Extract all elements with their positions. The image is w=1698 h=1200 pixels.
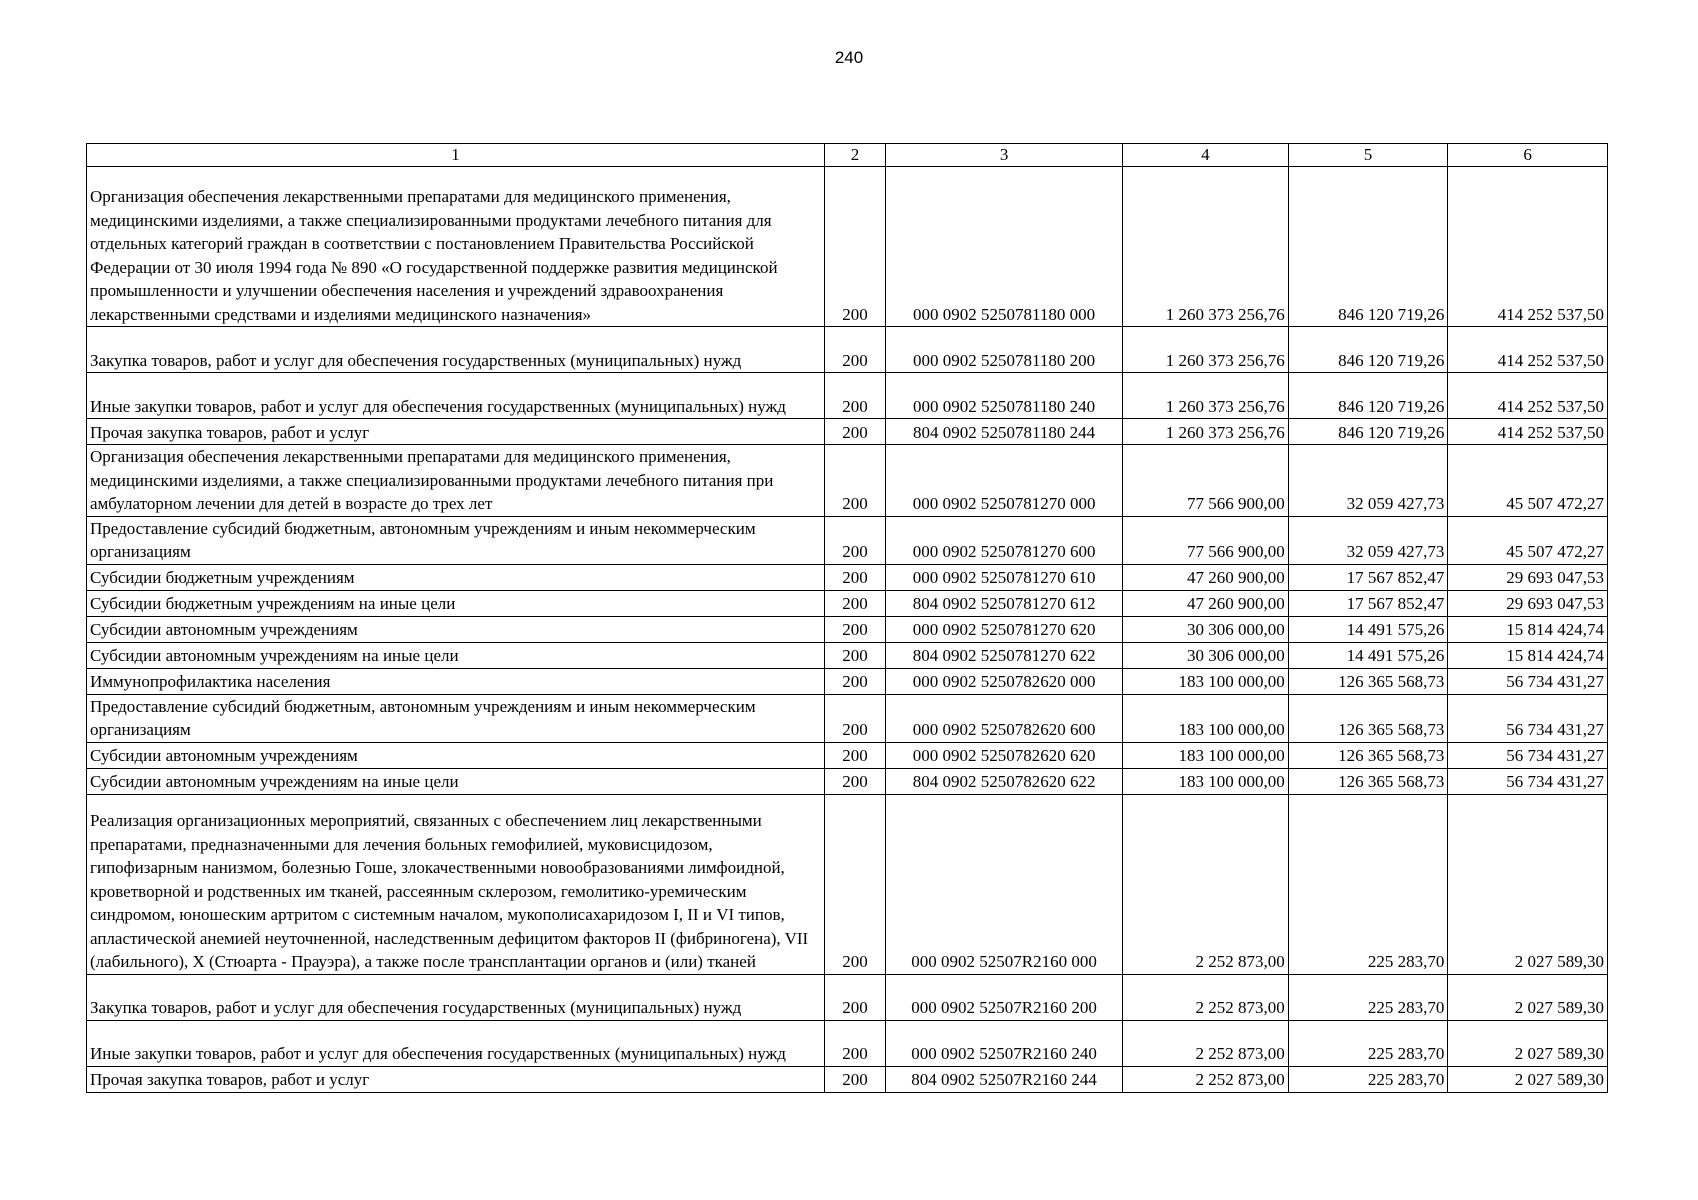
column-header-4: 4 [1123, 144, 1289, 167]
row-code-cell: 200 [824, 419, 885, 445]
row-column-6-value: 414 252 537,50 [1448, 373, 1608, 419]
row-budget-classification-cell: 000 0902 5250782620 600 [886, 694, 1123, 742]
row-column-5-value: 14 491 575,26 [1288, 616, 1448, 642]
row-name-cell: Реализация организационных мероприятий, связанных с обеспечением лиц лекарственными препаратами, предназначенными для лечения больных гемофилией, муковисцидозом, гипофизарным нанизмом, болезнью Гоше, злокачественными новообразованиями лимфоидной, кроветворной и родственных им тканей, рассеянным склерозом, гемолитико-уремическим синдромом, юношеским артритом с системным началом, мукополисахаридозом I, II и VI типов, апластической анемией неуточненной, наследственным дефицитом факторов II (фибриногена), VII (лабильного), X (Стюарта - Прауэра), а также после трансплантации органов и (или) тканей [87, 794, 825, 974]
row-code-cell: 200 [824, 590, 885, 616]
row-column-6-value: 2 027 589,30 [1448, 1066, 1608, 1092]
row-code-cell: 200 [824, 642, 885, 668]
row-budget-classification-cell: 804 0902 5250781270 622 [886, 642, 1123, 668]
row-budget-classification-cell: 000 0902 5250781270 000 [886, 445, 1123, 517]
row-code-cell: 200 [824, 564, 885, 590]
table-row [87, 668, 1608, 694]
row-column-4-value: 1 260 373 256,76 [1123, 373, 1289, 419]
row-budget-classification-cell: 000 0902 5250782620 000 [886, 668, 1123, 694]
page-number: 240 [834, 48, 864, 67]
row-column-4-value: 47 260 900,00 [1123, 564, 1289, 590]
row-code-cell: 200 [824, 616, 885, 642]
row-name-cell: Иные закупки товаров, работ и услуг для обеспечения государственных (муниципальных) нужд [87, 373, 825, 419]
row-column-5-value: 225 283,70 [1288, 794, 1448, 974]
row-column-4-value: 183 100 000,00 [1123, 768, 1289, 794]
row-budget-classification-cell: 000 0902 52507R2160 200 [886, 974, 1123, 1020]
row-column-5-value: 126 365 568,73 [1288, 694, 1448, 742]
row-budget-classification-cell: 000 0902 5250781270 620 [886, 616, 1123, 642]
row-code-cell: 200 [824, 516, 885, 564]
row-column-4-value: 1 260 373 256,76 [1123, 167, 1289, 327]
row-column-6-value: 15 814 424,74 [1448, 642, 1608, 668]
row-name-cell: Иммунопрофилактика населения [87, 668, 825, 694]
row-column-5-value: 225 283,70 [1288, 974, 1448, 1020]
table-row [87, 419, 1608, 445]
row-code-cell: 200 [824, 167, 885, 327]
row-column-5-value: 846 120 719,26 [1288, 167, 1448, 327]
row-column-6-value: 15 814 424,74 [1448, 616, 1608, 642]
row-code-cell: 200 [824, 1020, 885, 1066]
table-row [87, 373, 1608, 419]
row-name-cell: Закупка товаров, работ и услуг для обеспечения государственных (муниципальных) нужд [87, 327, 825, 373]
row-column-4-value: 183 100 000,00 [1123, 694, 1289, 742]
row-name-cell: Организация обеспечения лекарственными препаратами для медицинского применения, медицинскими изделиями, а также специализированными продуктами лечебного питания для отдельных категорий граждан в соответствии с постановлением Правительства Российской Федерации от 30 июля 1994 года № 890 «О государственной поддержке развития медицинской промышленности и улучшении обеспечения населения и учреждений здравоохранения лекарственными средствами и изделиями медицинского назначения» [87, 167, 825, 327]
row-column-6-value: 56 734 431,27 [1448, 742, 1608, 768]
row-column-4-value: 183 100 000,00 [1123, 668, 1289, 694]
row-budget-classification-cell: 804 0902 5250782620 622 [886, 768, 1123, 794]
row-column-4-value: 77 566 900,00 [1123, 516, 1289, 564]
row-column-6-value: 56 734 431,27 [1448, 668, 1608, 694]
row-budget-classification-cell: 000 0902 5250782620 620 [886, 742, 1123, 768]
row-column-4-value: 1 260 373 256,76 [1123, 327, 1289, 373]
row-column-6-value: 56 734 431,27 [1448, 768, 1608, 794]
row-code-cell: 200 [824, 794, 885, 974]
row-budget-classification-cell: 000 0902 5250781180 200 [886, 327, 1123, 373]
row-budget-classification-cell: 000 0902 5250781180 240 [886, 373, 1123, 419]
row-column-5-value: 32 059 427,73 [1288, 516, 1448, 564]
row-code-cell: 200 [824, 694, 885, 742]
row-column-6-value: 45 507 472,27 [1448, 445, 1608, 517]
row-column-4-value: 183 100 000,00 [1123, 742, 1289, 768]
row-column-6-value: 2 027 589,30 [1448, 1020, 1608, 1066]
row-column-6-value: 56 734 431,27 [1448, 694, 1608, 742]
row-name-cell: Прочая закупка товаров, работ и услуг [87, 1066, 825, 1092]
row-column-5-value: 846 120 719,26 [1288, 373, 1448, 419]
row-code-cell: 200 [824, 445, 885, 517]
table-row [87, 768, 1608, 794]
row-name-cell: Прочая закупка товаров, работ и услуг [87, 419, 825, 445]
row-column-4-value: 2 252 873,00 [1123, 1020, 1289, 1066]
column-header-3: 3 [886, 144, 1123, 167]
row-code-cell: 200 [824, 768, 885, 794]
row-budget-classification-cell: 804 0902 5250781180 244 [886, 419, 1123, 445]
row-column-4-value: 30 306 000,00 [1123, 616, 1289, 642]
table-row [87, 167, 1608, 327]
column-header-6: 6 [1448, 144, 1608, 167]
row-column-4-value: 2 252 873,00 [1123, 974, 1289, 1020]
row-name-cell: Субсидии автономным учреждениям на иные цели [87, 642, 825, 668]
table-row [87, 516, 1608, 564]
row-column-6-value: 29 693 047,53 [1448, 590, 1608, 616]
row-budget-classification-cell: 804 0902 5250781270 612 [886, 590, 1123, 616]
row-name-cell: Предоставление субсидий бюджетным, автономным учреждениям и иным некоммерческим организациям [87, 516, 825, 564]
row-budget-classification-cell: 000 0902 52507R2160 240 [886, 1020, 1123, 1066]
row-column-5-value: 225 283,70 [1288, 1066, 1448, 1092]
row-budget-classification-cell: 000 0902 52507R2160 000 [886, 794, 1123, 974]
table-body [87, 167, 1608, 1093]
row-name-cell: Субсидии бюджетным учреждениям на иные цели [87, 590, 825, 616]
budget-table [86, 143, 1608, 1093]
row-column-4-value: 77 566 900,00 [1123, 445, 1289, 517]
row-name-cell: Организация обеспечения лекарственными препаратами для медицинского применения, медицинскими изделиями, а также специализированными продуктами лечебного питания при амбулаторном лечении для детей в возрасте до трех лет [87, 445, 825, 517]
row-column-6-value: 414 252 537,50 [1448, 167, 1608, 327]
row-budget-classification-cell: 000 0902 5250781180 000 [886, 167, 1123, 327]
row-code-cell: 200 [824, 668, 885, 694]
row-name-cell: Предоставление субсидий бюджетным, автономным учреждениям и иным некоммерческим организациям [87, 694, 825, 742]
row-column-6-value: 45 507 472,27 [1448, 516, 1608, 564]
column-header-row [87, 144, 1608, 167]
table-row [87, 974, 1608, 1020]
row-column-5-value: 225 283,70 [1288, 1020, 1448, 1066]
row-column-5-value: 846 120 719,26 [1288, 419, 1448, 445]
row-column-4-value: 47 260 900,00 [1123, 590, 1289, 616]
row-name-cell: Закупка товаров, работ и услуг для обеспечения государственных (муниципальных) нужд [87, 974, 825, 1020]
row-name-cell: Иные закупки товаров, работ и услуг для обеспечения государственных (муниципальных) нужд [87, 1020, 825, 1066]
row-budget-classification-cell: 804 0902 52507R2160 244 [886, 1066, 1123, 1092]
column-header-1: 1 [87, 144, 825, 167]
row-column-6-value: 2 027 589,30 [1448, 974, 1608, 1020]
row-column-6-value: 2 027 589,30 [1448, 794, 1608, 974]
row-code-cell: 200 [824, 742, 885, 768]
table-row [87, 742, 1608, 768]
column-header-5: 5 [1288, 144, 1448, 167]
table-row [87, 1020, 1608, 1066]
table-row [87, 564, 1608, 590]
row-column-4-value: 30 306 000,00 [1123, 642, 1289, 668]
row-column-6-value: 414 252 537,50 [1448, 419, 1608, 445]
row-column-5-value: 126 365 568,73 [1288, 742, 1448, 768]
row-name-cell: Субсидии автономным учреждениям [87, 616, 825, 642]
row-column-5-value: 14 491 575,26 [1288, 642, 1448, 668]
table-row [87, 694, 1608, 742]
row-column-4-value: 1 260 373 256,76 [1123, 419, 1289, 445]
row-column-5-value: 126 365 568,73 [1288, 768, 1448, 794]
row-column-5-value: 32 059 427,73 [1288, 445, 1448, 517]
row-column-5-value: 17 567 852,47 [1288, 590, 1448, 616]
row-code-cell: 200 [824, 327, 885, 373]
row-code-cell: 200 [824, 373, 885, 419]
table-row [87, 1066, 1608, 1092]
table-row [87, 794, 1608, 974]
table-row [87, 445, 1608, 517]
table-row [87, 590, 1608, 616]
row-name-cell: Субсидии бюджетным учреждениям [87, 564, 825, 590]
row-column-4-value: 2 252 873,00 [1123, 794, 1289, 974]
table-row [87, 642, 1608, 668]
row-code-cell: 200 [824, 974, 885, 1020]
row-budget-classification-cell: 000 0902 5250781270 610 [886, 564, 1123, 590]
table-row [87, 327, 1608, 373]
row-column-6-value: 414 252 537,50 [1448, 327, 1608, 373]
row-column-4-value: 2 252 873,00 [1123, 1066, 1289, 1092]
column-header-2: 2 [824, 144, 885, 167]
row-column-6-value: 29 693 047,53 [1448, 564, 1608, 590]
row-code-cell: 200 [824, 1066, 885, 1092]
row-name-cell: Субсидии автономным учреждениям [87, 742, 825, 768]
row-column-5-value: 846 120 719,26 [1288, 327, 1448, 373]
row-column-5-value: 17 567 852,47 [1288, 564, 1448, 590]
table-row [87, 616, 1608, 642]
row-name-cell: Субсидии автономным учреждениям на иные цели [87, 768, 825, 794]
row-budget-classification-cell: 000 0902 5250781270 600 [886, 516, 1123, 564]
row-column-5-value: 126 365 568,73 [1288, 668, 1448, 694]
